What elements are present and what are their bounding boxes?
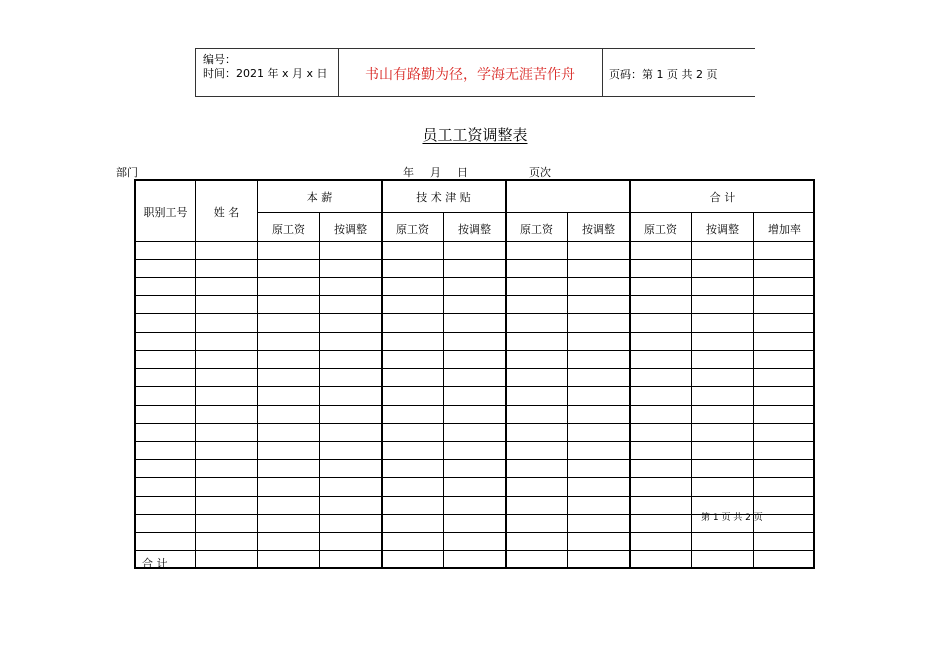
subheader-original-salary: 原工资: [396, 223, 429, 236]
table-horizontal-line: [136, 550, 813, 551]
table-vertical-line: [505, 181, 507, 567]
table-vertical-line: [381, 181, 383, 567]
table-horizontal-line: [136, 277, 813, 278]
document-header-box: [195, 48, 755, 97]
subheader-original-salary: 原工资: [644, 223, 677, 236]
table-horizontal-line: [136, 350, 813, 351]
table-horizontal-line: [136, 496, 813, 497]
header-name: 姓 名: [213, 206, 240, 219]
table-horizontal-line: [136, 313, 813, 314]
total-row-label: 合 计: [142, 557, 168, 570]
header-total: 合 计: [709, 191, 736, 204]
table-vertical-line: [629, 181, 631, 567]
header-employee-id: 职别工号: [143, 206, 188, 219]
table-horizontal-line: [136, 295, 813, 296]
table-horizontal-line: [136, 477, 813, 478]
table-horizontal-line: [136, 423, 813, 424]
year-label: 年: [403, 166, 414, 179]
subheader-adjusted: 按调整: [706, 223, 739, 236]
subheader-adjusted: 按调整: [458, 223, 491, 236]
header-technical-allowance: 技 术 津 贴: [416, 191, 471, 204]
department-label: 部门: [116, 166, 138, 179]
header-base-salary: 本 薪: [306, 191, 333, 204]
header-divider: [602, 49, 603, 96]
date-label: 时间：2021 年 x 月 x 日: [203, 67, 328, 80]
day-label: 日: [457, 166, 468, 179]
month-label: 月: [430, 166, 441, 179]
subheader-adjusted: 按调整: [334, 223, 367, 236]
subheader-original-salary: 原工资: [520, 223, 553, 236]
page-number-label: 页次: [529, 166, 551, 179]
table-horizontal-line: [136, 241, 813, 242]
page-code-label: 页码：第 1 页 共 2 页: [609, 68, 718, 81]
table-horizontal-line: [136, 368, 813, 369]
form-title: 员工工资调整表: [422, 126, 528, 144]
table-vertical-line: [195, 181, 196, 567]
subheader-original-salary: 原工资: [272, 223, 305, 236]
motto-text: 书山有路勤为径，学海无涯苦作舟: [365, 67, 575, 83]
table-horizontal-line: [136, 459, 813, 460]
subheader-adjusted: 按调整: [582, 223, 615, 236]
table-vertical-line: [257, 181, 258, 567]
table-horizontal-line: [136, 532, 813, 533]
table-horizontal-line: [136, 386, 813, 387]
table-horizontal-line: [257, 212, 813, 213]
table-horizontal-line: [136, 441, 813, 442]
table-horizontal-line: [136, 259, 813, 260]
serial-number-label: 编号：: [203, 53, 236, 66]
table-horizontal-line: [136, 332, 813, 333]
subheader-increase-rate: 增加率: [768, 223, 801, 236]
page-footer-note: 第 1 页 共 2 页: [701, 513, 763, 523]
table-horizontal-line: [136, 405, 813, 406]
